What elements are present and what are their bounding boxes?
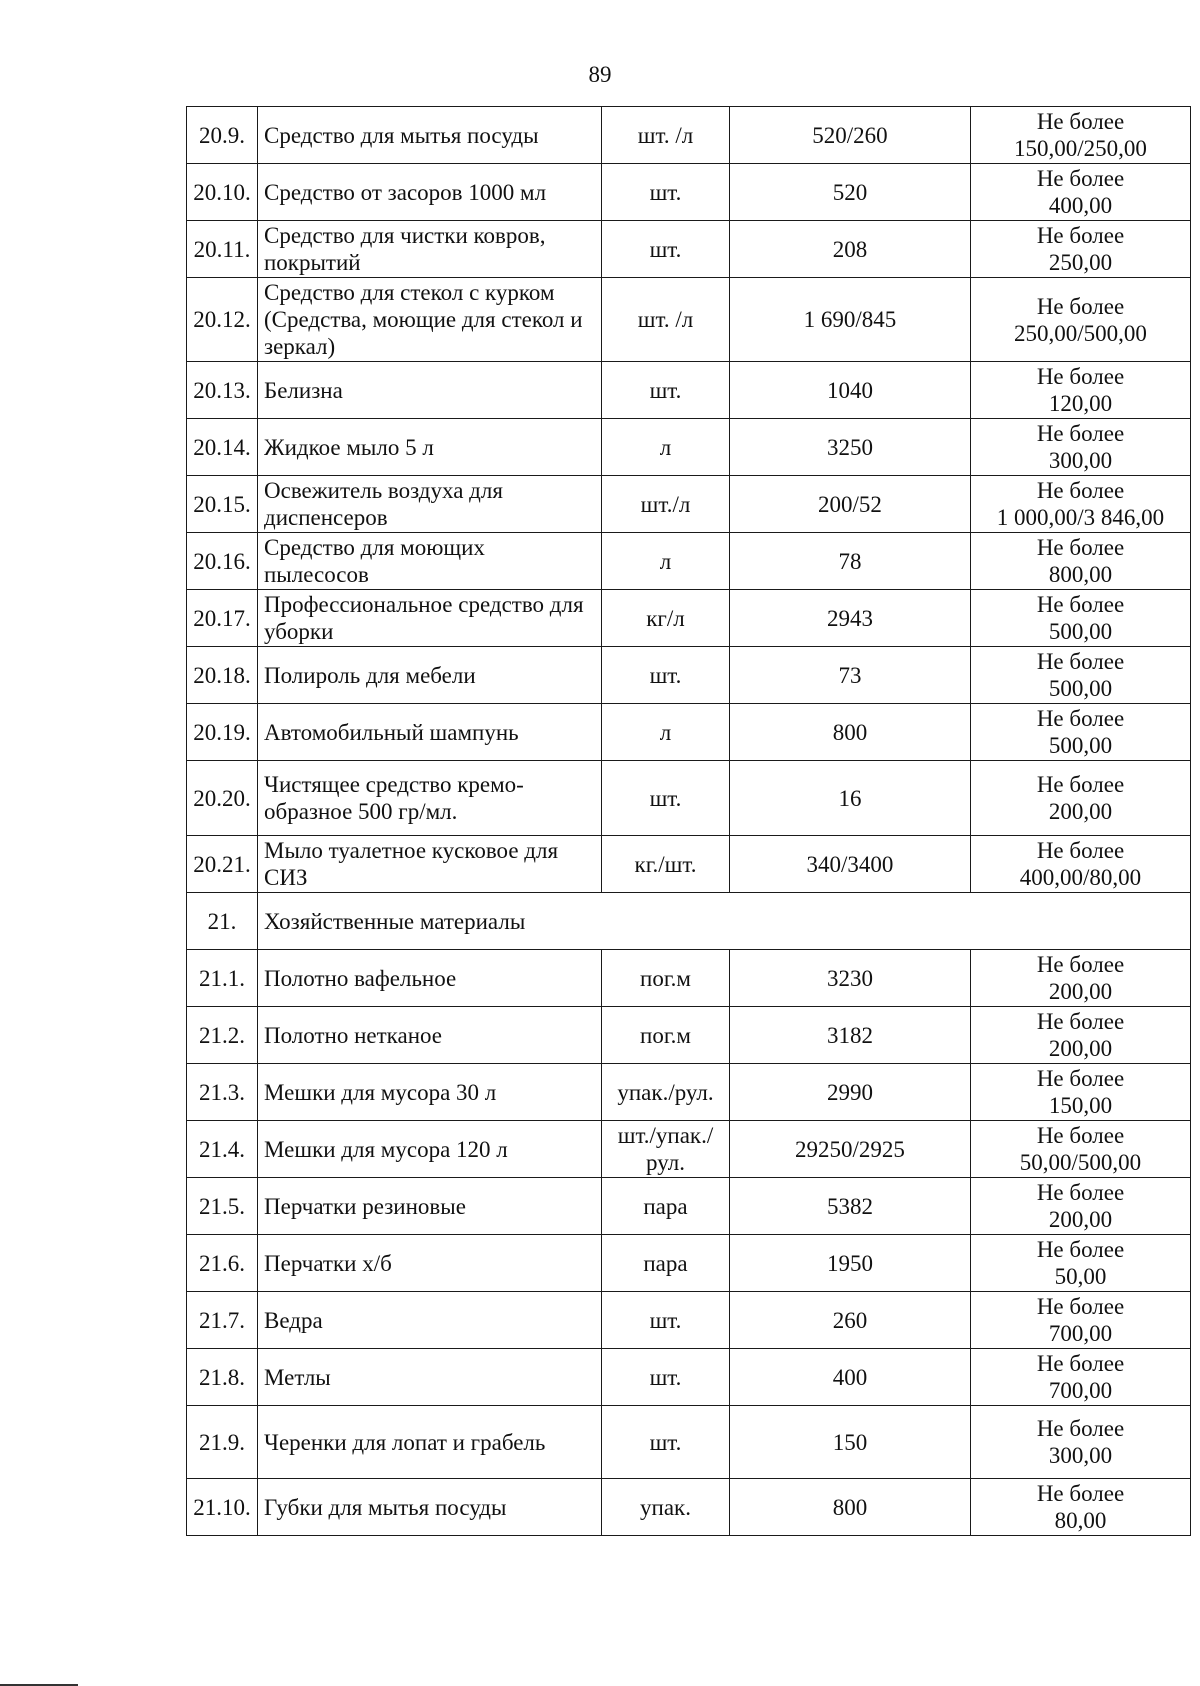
- item-number: 21.2.: [187, 1007, 258, 1064]
- item-number: 20.13.: [187, 362, 258, 419]
- item-price: [971, 278, 1191, 362]
- item-name: Перчатки х/б: [258, 1235, 602, 1292]
- item-unit: пог.м: [602, 1007, 730, 1064]
- item-number: 20.11.: [187, 221, 258, 278]
- price-value: 50,00/500,00: [1019, 1150, 1142, 1175]
- item-name: Метлы: [258, 1349, 602, 1406]
- item-price: [971, 164, 1191, 221]
- item-name: Жидкое мыло 5 л: [258, 419, 602, 476]
- item-quantity: 260: [730, 1292, 971, 1349]
- table-row: [187, 278, 1191, 362]
- item-price: [971, 704, 1191, 761]
- price-label: Не более: [1036, 1123, 1125, 1148]
- price-label: Не более: [1036, 649, 1125, 674]
- item-price: [971, 221, 1191, 278]
- price-label: Не более: [1036, 1237, 1125, 1262]
- item-number: 20.15.: [187, 476, 258, 533]
- item-quantity: 29250/2925: [730, 1121, 971, 1178]
- price-label: Не более: [1036, 421, 1125, 446]
- price-value: 500,00: [1048, 619, 1113, 644]
- price-value: 150,00: [1048, 1093, 1113, 1118]
- item-price: [971, 362, 1191, 419]
- item-quantity: 208: [730, 221, 971, 278]
- item-unit: шт.: [602, 647, 730, 704]
- item-quantity: 3250: [730, 419, 971, 476]
- item-number: 20.12.: [187, 278, 258, 362]
- table-row: [187, 1064, 1191, 1121]
- item-price: [971, 1349, 1191, 1406]
- item-name: Средство для моющих пылесосов: [258, 533, 602, 590]
- item-quantity: 520: [730, 164, 971, 221]
- item-price: [971, 1235, 1191, 1292]
- table-row: [187, 836, 1191, 893]
- item-number: 21.5.: [187, 1178, 258, 1235]
- table-row: [187, 1121, 1191, 1178]
- section-fill: [602, 893, 1191, 950]
- table-row: [187, 647, 1191, 704]
- item-name: Мешки для мусора 30 л: [258, 1064, 602, 1121]
- item-quantity: 1950: [730, 1235, 971, 1292]
- item-price: [971, 476, 1191, 533]
- item-quantity: 200/52: [730, 476, 971, 533]
- item-number: 21.: [187, 893, 258, 950]
- item-number: 21.3.: [187, 1064, 258, 1121]
- item-number: 21.4.: [187, 1121, 258, 1178]
- item-number: 20.17.: [187, 590, 258, 647]
- item-number: 21.6.: [187, 1235, 258, 1292]
- price-value: 200,00: [1048, 1036, 1113, 1061]
- item-name: Губки для мытья посуды: [258, 1479, 602, 1536]
- item-quantity: 150: [730, 1406, 971, 1479]
- price-label: Не более: [1036, 1481, 1125, 1506]
- price-label: Не более: [1036, 952, 1125, 977]
- item-number: 20.19.: [187, 704, 258, 761]
- item-quantity: 3230: [730, 950, 971, 1007]
- table-row: [187, 1406, 1191, 1479]
- table-row: [187, 1479, 1191, 1536]
- item-price: [971, 1064, 1191, 1121]
- item-number: 21.9.: [187, 1406, 258, 1479]
- price-value: 150,00/250,00: [1014, 136, 1147, 161]
- table-row: [187, 704, 1191, 761]
- table-row: [187, 1349, 1191, 1406]
- item-price: [971, 1121, 1191, 1178]
- item-price: [971, 1479, 1191, 1536]
- item-quantity: 800: [730, 1479, 971, 1536]
- item-unit: шт.: [602, 362, 730, 419]
- item-unit: шт./упак./ рул.: [602, 1121, 730, 1178]
- item-name: Освежитель воздуха для диспенсеров: [258, 476, 602, 533]
- item-price: [971, 107, 1191, 164]
- price-label: Не более: [1036, 109, 1125, 134]
- item-name: Полироль для мебели: [258, 647, 602, 704]
- item-price: [971, 1007, 1191, 1064]
- item-unit: шт. /л: [602, 107, 730, 164]
- item-number: 20.20.: [187, 761, 258, 836]
- price-label: Не более: [1036, 166, 1125, 191]
- price-value: 800,00: [1048, 562, 1113, 587]
- table-row: [187, 362, 1191, 419]
- price-value: 80,00: [1054, 1508, 1107, 1533]
- item-name: Полотно нетканое: [258, 1007, 602, 1064]
- item-unit: пара: [602, 1235, 730, 1292]
- table-row: [187, 1007, 1191, 1064]
- item-number: 20.16.: [187, 533, 258, 590]
- item-name: Перчатки резиновые: [258, 1178, 602, 1235]
- item-number: 21.7.: [187, 1292, 258, 1349]
- item-price: [971, 761, 1191, 836]
- item-unit: пог.м: [602, 950, 730, 1007]
- item-name: Средство для чистки ковров, покрытий: [258, 221, 602, 278]
- item-name: Полотно вафельное: [258, 950, 602, 1007]
- table-row: [187, 761, 1191, 836]
- price-label: Не более: [1036, 1009, 1125, 1034]
- table-row: [187, 590, 1191, 647]
- items-table-body: [187, 107, 1191, 1536]
- price-value: 200,00: [1048, 1207, 1113, 1232]
- item-quantity: 400: [730, 1349, 971, 1406]
- price-value: 300,00: [1048, 448, 1113, 473]
- page-number: 89: [588, 62, 612, 87]
- item-unit: шт.: [602, 761, 730, 836]
- section-title: Хозяйственные материалы: [258, 893, 602, 950]
- table-row: [187, 1178, 1191, 1235]
- price-label: Не более: [1036, 706, 1125, 731]
- items-table: [186, 106, 1191, 1536]
- item-quantity: 3182: [730, 1007, 971, 1064]
- price-value: 700,00: [1048, 1321, 1113, 1346]
- item-quantity: 73: [730, 647, 971, 704]
- price-label: Не более: [1036, 364, 1125, 389]
- price-value: 500,00: [1048, 676, 1113, 701]
- item-unit: кг./шт.: [602, 836, 730, 893]
- price-label: Не более: [1036, 223, 1125, 248]
- item-quantity: 78: [730, 533, 971, 590]
- item-unit: л: [602, 419, 730, 476]
- item-unit: упак./рул.: [602, 1064, 730, 1121]
- item-name: Профессиональное средство для уборки: [258, 590, 602, 647]
- item-quantity: 16: [730, 761, 971, 836]
- item-quantity: 2943: [730, 590, 971, 647]
- price-value: 400,00: [1048, 193, 1113, 218]
- price-value: 200,00: [1048, 799, 1113, 824]
- item-unit: шт.: [602, 1349, 730, 1406]
- item-price: [971, 647, 1191, 704]
- item-unit: шт.: [602, 1406, 730, 1479]
- price-value: 250,00/500,00: [1014, 320, 1147, 346]
- price-label: Не более: [1036, 1351, 1125, 1376]
- price-label: Не более: [1036, 772, 1125, 797]
- section-row: [187, 893, 1191, 950]
- price-label: Не более: [1036, 478, 1125, 503]
- item-price: [971, 836, 1191, 893]
- item-unit: пара: [602, 1178, 730, 1235]
- price-label: Не более: [1036, 1294, 1125, 1319]
- price-value: 50,00: [1054, 1264, 1107, 1289]
- price-value: 250,00: [1048, 250, 1113, 275]
- price-value: 700,00: [1048, 1378, 1113, 1403]
- item-number: 21.1.: [187, 950, 258, 1007]
- item-quantity: 2990: [730, 1064, 971, 1121]
- item-unit: шт.: [602, 221, 730, 278]
- table-row: [187, 164, 1191, 221]
- item-name: Белизна: [258, 362, 602, 419]
- item-quantity: 5382: [730, 1178, 971, 1235]
- price-label: Не более: [1036, 1066, 1125, 1091]
- item-quantity: 1 690/845: [730, 278, 971, 362]
- item-price: [971, 1292, 1191, 1349]
- item-number: 20.14.: [187, 419, 258, 476]
- item-quantity: 520/260: [730, 107, 971, 164]
- item-unit: шт.: [602, 164, 730, 221]
- price-label: Не более: [1036, 592, 1125, 617]
- item-name: Автомобильный шампунь: [258, 704, 602, 761]
- item-name: Средство для стекол с курком (Средства, моющие для стекол и зеркал): [258, 278, 602, 362]
- price-value: 300,00: [1048, 1443, 1113, 1468]
- item-number: 20.18.: [187, 647, 258, 704]
- table-row: [187, 419, 1191, 476]
- item-name: Черенки для лопат и грабель: [258, 1406, 602, 1479]
- price-value: 500,00: [1048, 733, 1113, 758]
- price-label: Не более: [1036, 838, 1125, 863]
- table-row: [187, 533, 1191, 590]
- item-price: [971, 1406, 1191, 1479]
- item-quantity: 340/3400: [730, 836, 971, 893]
- item-name: Мыло туалетное кусковое для СИЗ: [258, 836, 602, 893]
- item-name: Мешки для мусора 120 л: [258, 1121, 602, 1178]
- item-number: 21.10.: [187, 1479, 258, 1536]
- price-label: Не более: [1036, 1180, 1125, 1205]
- item-price: [971, 533, 1191, 590]
- item-price: [971, 590, 1191, 647]
- item-unit: кг/л: [602, 590, 730, 647]
- price-label: Не более: [1036, 1416, 1125, 1441]
- table-row: [187, 950, 1191, 1007]
- table-row: [187, 107, 1191, 164]
- price-label: Не более: [1036, 293, 1125, 319]
- table-row: [187, 221, 1191, 278]
- item-price: [971, 950, 1191, 1007]
- item-price: [971, 419, 1191, 476]
- item-price: [971, 1178, 1191, 1235]
- item-unit: шт./л: [602, 476, 730, 533]
- item-unit: шт.: [602, 1292, 730, 1349]
- item-number: 20.21.: [187, 836, 258, 893]
- table-row: [187, 1292, 1191, 1349]
- item-unit: упак.: [602, 1479, 730, 1536]
- item-name: Средство от засоров 1000 мл: [258, 164, 602, 221]
- table-row: [187, 1235, 1191, 1292]
- item-unit: л: [602, 533, 730, 590]
- item-name: Чистящее средство кремо-образное 500 гр/мл.: [258, 761, 602, 836]
- item-quantity: 800: [730, 704, 971, 761]
- item-name: Средство для мытья посуды: [258, 107, 602, 164]
- price-value: 200,00: [1048, 979, 1113, 1004]
- item-number: 20.10.: [187, 164, 258, 221]
- item-name: Ведра: [258, 1292, 602, 1349]
- price-value: 120,00: [1048, 391, 1113, 416]
- price-label: Не более: [1036, 535, 1125, 560]
- item-unit: шт. /л: [602, 278, 730, 362]
- price-value: 400,00/80,00: [1019, 865, 1142, 890]
- item-quantity: 1040: [730, 362, 971, 419]
- item-number: 20.9.: [187, 107, 258, 164]
- price-value: 1 000,00/3 846,00: [996, 505, 1165, 530]
- item-number: 21.8.: [187, 1349, 258, 1406]
- item-unit: л: [602, 704, 730, 761]
- table-row: [187, 476, 1191, 533]
